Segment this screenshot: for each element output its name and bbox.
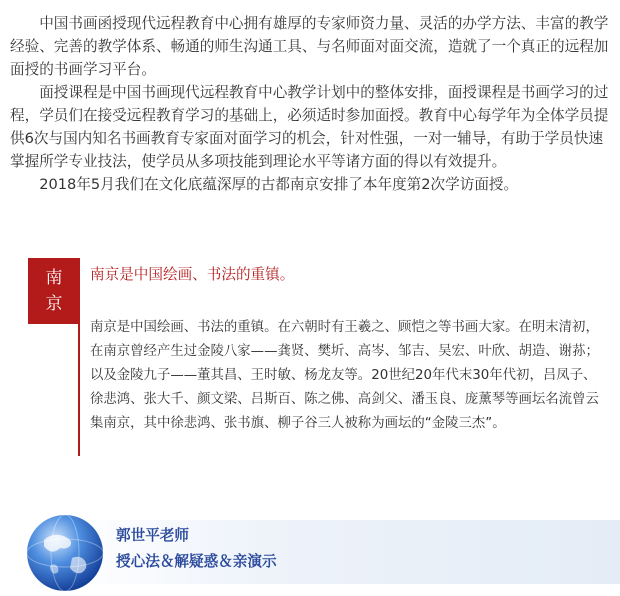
nanjing-label-box	[28, 258, 80, 324]
intro-paragraph-1: 中国书画函授现代远程教育中心拥有雄厚的专家师资力量、灵活的办学方法、丰富的教学经验、完善的教学体系、畅通的师生沟通工具、与名师面对面交流，造就了一个真正的远程加面授的书画学习平台。	[10, 15, 609, 78]
callout-vertical-rule	[78, 324, 80, 456]
nanjing-label-top: 南	[45, 268, 63, 288]
callout-heading: 南京是中国绘画、书法的重镇。	[90, 266, 295, 283]
intro-paragraph-2: 面授课程是中国书画现代远程教育中心教学计划中的整体安排，面授课程是书画学习的过程，学员们在接受远程教育学习的基础上，必须适时参加面授。教育中心每学年为全体学员提供6次与国内知名书画教育专家面对面学习的机会，针对性强，一对一辅导，有助于学员快速掌握所学专业技法，使学员从多项技能到理论水平等诸方面的得以有效提升。	[10, 84, 609, 170]
footer-banner	[0, 508, 620, 596]
nanjing-label-bottom: 京	[45, 294, 63, 314]
teacher-name: 郭世平老师	[116, 527, 189, 544]
intro-text	[10, 12, 614, 196]
nanjing-callout	[28, 258, 608, 458]
teacher-slogan: 授心法＆解疑惑＆亲演示	[116, 553, 277, 570]
intro-paragraph-3: 2018年5月我们在文化底蕴深厚的古都南京安排了本年度第2次学访面授。	[39, 176, 519, 193]
callout-body: 南京是中国绘画、书法的重镇。在六朝时有王羲之、顾恺之等书画大家。在明末清初，在南京曾经产生过金陵八家——龚贤、樊圻、高岑、邹吉、吴宏、叶欣、胡造、谢荪；以及金陵九子——董其昌、王时敏、杨龙友等。20世纪20年代末30年代初，吕凤子、徐悲鸿、张大千、颜文梁、吕斯百、陈之佛、高剑父、潘玉良、庞薰琴等画坛名流曾云集南京，其中徐悲鸿、张书旗、柳子谷三人被称为画坛的“金陵三杰”。	[90, 320, 599, 431]
globe-icon	[22, 510, 108, 596]
